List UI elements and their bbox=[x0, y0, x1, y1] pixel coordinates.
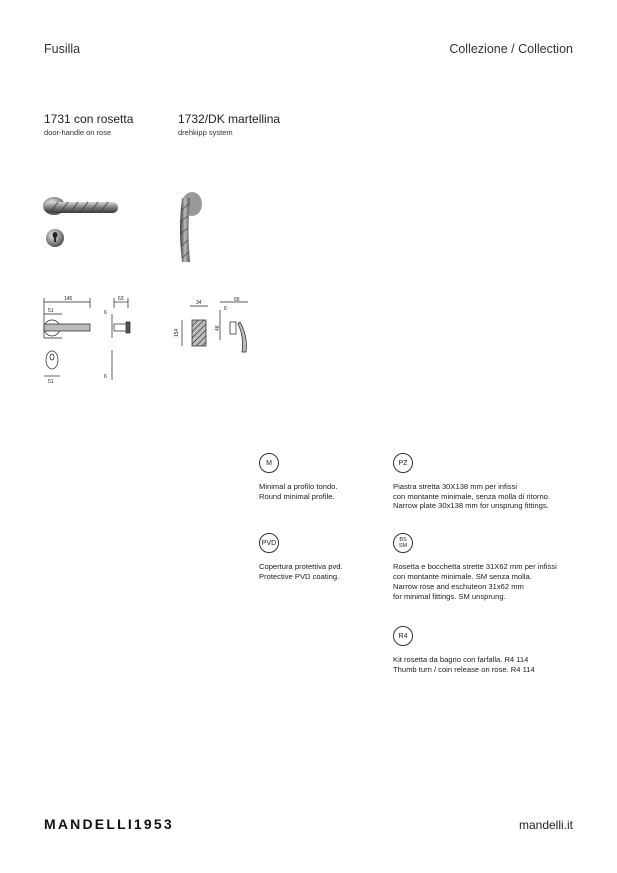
dim-length: 145 bbox=[64, 296, 73, 302]
dim-projection: 63 bbox=[118, 296, 124, 302]
feature-r4 bbox=[393, 626, 535, 674]
feature-line: Thumb turn / coin release on rose. R4 114 bbox=[393, 664, 535, 674]
badge-pvd-icon: PVD bbox=[259, 533, 279, 553]
badge-m-icon: M bbox=[259, 453, 279, 473]
badge-bottom: SM bbox=[398, 543, 408, 549]
badge-top: BS bbox=[399, 537, 407, 543]
feature-line: Minimal a profilo tondo. bbox=[259, 482, 338, 491]
door-handle-drawing bbox=[38, 294, 138, 386]
product-subtitle: door-handle on rose bbox=[44, 128, 112, 137]
dim-plate-height: 154 bbox=[174, 328, 180, 337]
website-link[interactable]: mandelli.it bbox=[518, 818, 573, 832]
feature-line: con montante minimale, senza molla di ritorno. bbox=[393, 491, 551, 501]
feature-line: Piastra stretta 30X138 mm per infissi bbox=[393, 482, 518, 491]
feature-line: Narrow plate 30x138 mm for unsprung fittings. bbox=[393, 501, 549, 511]
badge-r4-icon: R4 bbox=[393, 626, 413, 646]
feature-line: Rosetta e bocchetta strette 31X62 mm per infissi bbox=[393, 562, 557, 571]
dim-rose: 51 bbox=[48, 308, 54, 314]
product-subtitle: drehkipp system bbox=[178, 128, 233, 137]
feature-bs-sm bbox=[393, 533, 557, 601]
collection-name: Fusilla bbox=[44, 42, 81, 56]
feature-pz bbox=[393, 453, 550, 511]
product-title: 1732/DK martellina bbox=[178, 112, 281, 126]
dim-escutcheon-thickness: 6 bbox=[104, 374, 107, 380]
dim-escutcheon: 51 bbox=[48, 379, 54, 385]
dim-thickness: 6 bbox=[224, 306, 227, 312]
dim-depth: 34 bbox=[196, 300, 202, 306]
dim-projection: 65 bbox=[234, 297, 240, 303]
brand-logo: MANDELLI1953 bbox=[44, 816, 174, 832]
badge-pz-icon: PZ bbox=[393, 453, 413, 473]
window-handle-photo bbox=[172, 190, 208, 266]
feature-line: con montante minimale. SM senza molla. bbox=[393, 571, 532, 581]
product-1731 bbox=[44, 112, 133, 137]
feature-line: for minimal fittings. SM unsprung. bbox=[393, 591, 506, 601]
feature-line: Protective PVD coating. bbox=[259, 571, 340, 581]
product-1732dk bbox=[178, 112, 280, 137]
feature-pvd bbox=[259, 533, 343, 581]
dim-thickness: 6 bbox=[104, 310, 107, 316]
product-title: 1731 con rosetta bbox=[44, 112, 134, 126]
door-handle-photo bbox=[40, 188, 120, 252]
dim-spindle: 48 bbox=[215, 325, 221, 331]
window-handle-drawing bbox=[168, 296, 256, 358]
feature-line: Copertura protettiva pvd. bbox=[259, 562, 343, 571]
collection-label: Collezione / Collection bbox=[449, 42, 573, 56]
feature-line: Kit rosetta da bagno con farfalla. R4 114 bbox=[393, 655, 529, 664]
feature-minimal bbox=[259, 453, 338, 501]
feature-line: Round minimal profile. bbox=[259, 491, 335, 501]
feature-line: Narrow rose and eschuteon 31x62 mm bbox=[393, 582, 524, 592]
badge-bs-sm-icon bbox=[393, 533, 413, 553]
